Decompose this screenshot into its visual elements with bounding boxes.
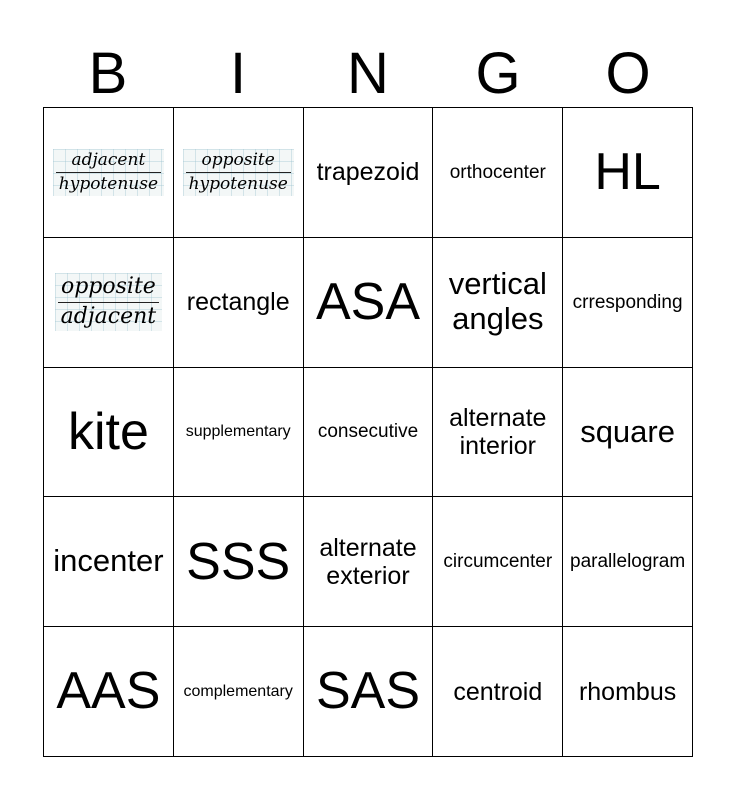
bingo-cell[interactable]: kite — [44, 368, 174, 498]
fraction-denominator: hypotenuse — [58, 173, 159, 194]
header-letter-o: O — [605, 41, 651, 106]
bingo-cell[interactable]: circumcenter — [433, 497, 563, 627]
header-letter-g: G — [475, 41, 521, 106]
header-letter-n: N — [347, 41, 389, 106]
bingo-cell[interactable] — [174, 108, 304, 238]
fraction-numerator: adjacent — [71, 149, 146, 170]
fraction-numerator: opposite — [201, 149, 275, 170]
bingo-cell[interactable]: supplementary — [174, 368, 304, 498]
bingo-cell[interactable]: ASA — [304, 238, 434, 368]
bingo-board — [43, 107, 693, 757]
header-letter-b: B — [88, 41, 128, 106]
fraction-bar — [56, 172, 161, 173]
header-letter-i: I — [229, 41, 247, 106]
bingo-cell[interactable]: alternate interior — [433, 368, 563, 498]
fraction-bar — [58, 302, 160, 303]
bingo-cell[interactable]: AAS — [44, 627, 174, 757]
fraction-image — [55, 273, 163, 331]
bingo-cell[interactable]: incenter — [44, 497, 174, 627]
bingo-cell[interactable]: vertical angles — [433, 238, 563, 368]
bingo-cell[interactable]: rhombus — [563, 627, 693, 757]
bingo-cell[interactable]: consecutive — [304, 368, 434, 498]
bingo-cell[interactable]: parallelogram — [563, 497, 693, 627]
fraction-numerator: opposite — [60, 274, 156, 300]
bingo-cell[interactable]: centroid — [433, 627, 563, 757]
bingo-cell[interactable]: crresponding — [563, 238, 693, 368]
bingo-cell[interactable]: HL — [563, 108, 693, 238]
fraction-image — [183, 149, 294, 196]
fraction-denominator: hypotenuse — [188, 173, 288, 194]
fraction-denominator: adjacent — [60, 303, 157, 329]
bingo-header — [43, 40, 693, 108]
bingo-cell[interactable] — [44, 108, 174, 238]
bingo-cell[interactable]: complementary — [174, 627, 304, 757]
bingo-cell[interactable]: alternate exterior — [304, 497, 434, 627]
fraction-bar — [186, 172, 291, 173]
bingo-cell[interactable]: square — [563, 368, 693, 498]
bingo-cell[interactable]: SAS — [304, 627, 434, 757]
bingo-cell[interactable]: orthocenter — [433, 108, 563, 238]
bingo-cell[interactable]: SSS — [174, 497, 304, 627]
bingo-cell[interactable]: trapezoid — [304, 108, 434, 238]
bingo-cell[interactable] — [44, 238, 174, 368]
bingo-cell[interactable]: rectangle — [174, 238, 304, 368]
fraction-image — [53, 149, 164, 196]
